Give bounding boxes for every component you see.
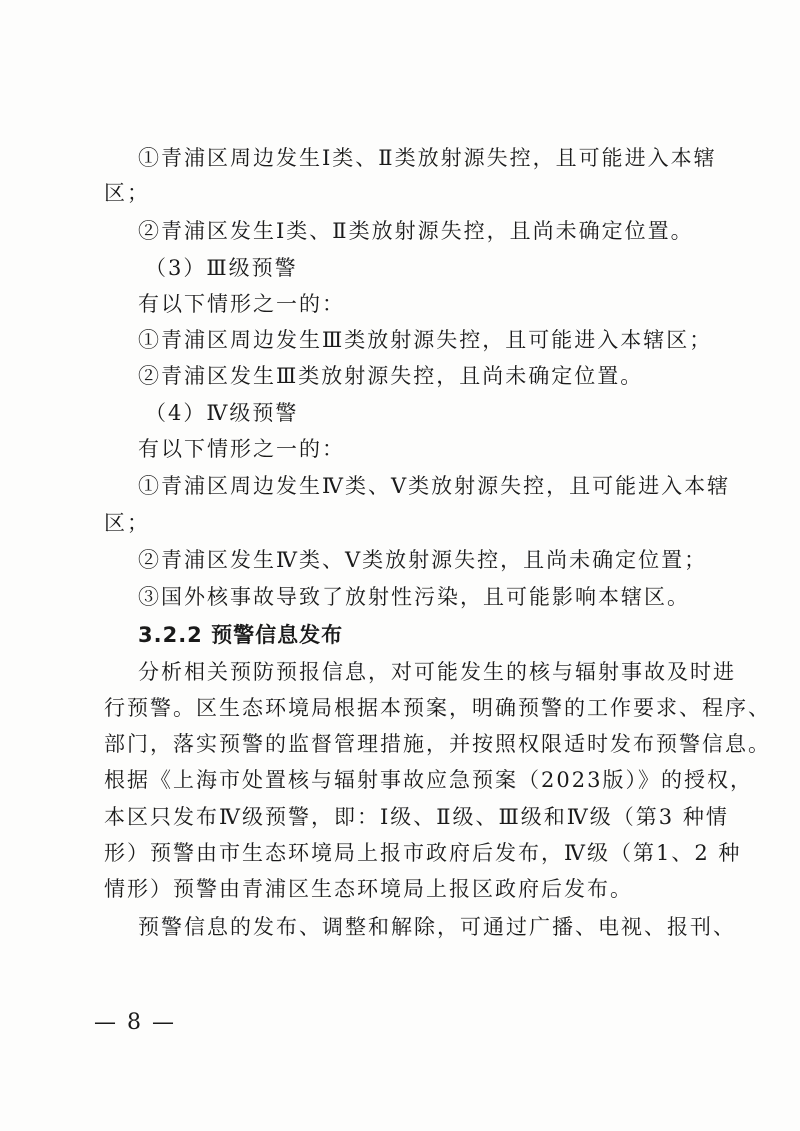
paragraph-line: ①青浦区周边发生Ⅲ类放射源失控，且可能进入本辖区； — [138, 328, 713, 352]
section-heading-level3: （3）Ⅲ级预警 — [145, 256, 298, 280]
paragraph-line: 区； — [104, 181, 150, 205]
paragraph-line: 分析相关预防预报信息，对可能发生的核与辐射事故及时进 — [138, 660, 736, 684]
paragraph-line: 预警信息的发布、调整和解除，可通过广播、电视、报刊、 — [138, 915, 736, 939]
paragraph-line: 有以下情形之一的： — [138, 437, 345, 461]
paragraph-line: ③国外核事故导致了放射性污染，且可能影响本辖区。 — [138, 585, 690, 609]
paragraph-line: 本区只发布Ⅳ级预警，即：Ⅰ级、Ⅱ级、Ⅲ级和Ⅳ级（第3 种情 — [104, 805, 729, 829]
paragraph-line: ①青浦区周边发生Ⅰ类、Ⅱ类放射源失控，且可能进入本辖 — [138, 146, 717, 170]
paragraph-line: 形）预警由市生态环境局上报市政府后发布，Ⅳ级（第1、2 种 — [104, 841, 742, 865]
paragraph-line: 情形）预警由青浦区生态环境局上报区政府后发布。 — [104, 877, 633, 901]
paragraph-line: ②青浦区发生Ⅲ类放射源失控，且尚未确定位置。 — [138, 364, 644, 388]
paragraph-line: 区； — [104, 511, 150, 535]
section-heading-level4: （4）Ⅳ级预警 — [145, 401, 299, 425]
paragraph-line: 行预警。区生态环境局根据本预案，明确预警的工作要求、程序、 — [104, 696, 771, 720]
paragraph-line: ②青浦区发生Ⅰ类、Ⅱ类放射源失控，且尚未确定位置。 — [138, 219, 694, 243]
paragraph-line: 有以下情形之一的： — [138, 292, 345, 316]
section-heading-3-2-2: 3.2.2 预警信息发布 — [138, 623, 344, 647]
paragraph-line: 根据《上海市处置核与辐射事故应急预案（2023版）》的授权， — [104, 768, 753, 792]
paragraph-line: 部门，落实预警的监督管理措施，并按照权限适时发布预警信息。 — [104, 732, 771, 756]
page-number: — 8 — — [94, 1010, 176, 1035]
paragraph-line: ②青浦区发生Ⅳ类、Ⅴ类放射源失控，且尚未确定位置； — [138, 548, 708, 572]
paragraph-line: ①青浦区周边发生Ⅳ类、Ⅴ类放射源失控，且可能进入本辖 — [138, 474, 731, 498]
